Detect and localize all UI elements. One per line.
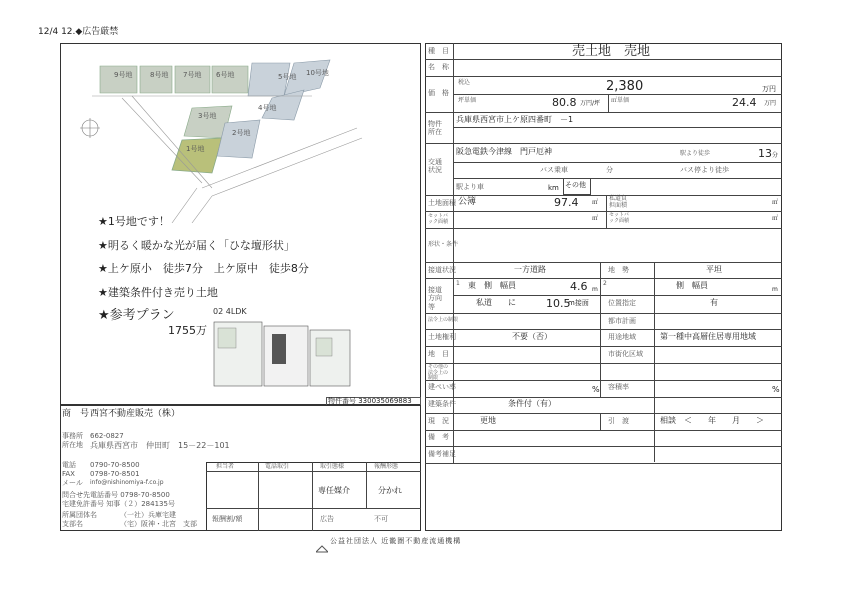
- lot-label: 4号地: [258, 104, 277, 112]
- handover-value: 相談 ＜ 年 月 ＞: [660, 416, 764, 425]
- org-logo-icon: [316, 538, 328, 546]
- frontage-value: 10.5: [546, 297, 571, 310]
- remarks2-label: 備考補足: [428, 450, 456, 458]
- public-road-label: 私道 に: [476, 298, 516, 307]
- other-label: その他: [565, 181, 586, 189]
- lot-label: 5号地: [278, 73, 297, 81]
- terrain-label: 地 勢: [608, 266, 629, 274]
- fax-number: 0798-70-8501: [90, 470, 140, 478]
- lot-label: 3号地: [198, 112, 217, 120]
- trade-name: 西宮不動産販売（株）: [90, 409, 181, 419]
- designated-value: 有: [710, 298, 718, 307]
- mail-label: メール: [62, 479, 83, 487]
- dir2-no: 2: [603, 280, 607, 287]
- floor-plan-image: [212, 320, 352, 390]
- inquiry-phone: 問合せ先電話番号 0798-70-8500: [62, 491, 170, 499]
- dir1-width: 4.6: [570, 280, 588, 293]
- location-value: 兵庫県西宮市上ケ原四番町 －1: [456, 115, 574, 124]
- land-unit: ㎡: [592, 199, 599, 206]
- header-note: 12/4 12.◆広告厳禁: [38, 27, 119, 37]
- m2-unit: 万円: [764, 100, 777, 107]
- mail-address[interactable]: info@nishinomiya-f.co.jp: [90, 479, 164, 486]
- dir1-unit: m: [592, 286, 598, 293]
- location-label: 物件所在: [428, 120, 442, 137]
- setback2-label: セットバック面積: [609, 212, 630, 224]
- grid-header: 担当者: [216, 463, 235, 470]
- lot-label: 7号地: [183, 71, 202, 79]
- shape-label: 形状・条件: [428, 241, 459, 248]
- land-type: 公簿: [458, 197, 477, 207]
- zone-label: 地 目: [428, 350, 449, 358]
- tsubo-value: 80.8: [552, 96, 577, 109]
- assoc-name: （一社）兵庫宅建: [120, 511, 176, 519]
- deal-type: 専任媒介: [318, 486, 350, 495]
- fee-type: 分かれ: [378, 486, 402, 495]
- dir2-unit: m: [772, 286, 778, 293]
- remarks-label: 備 考: [428, 433, 449, 441]
- unit-m2: ㎡: [772, 215, 779, 222]
- name-label: 名 称: [428, 63, 449, 71]
- far-unit: %: [772, 385, 780, 394]
- lot-label: 6号地: [216, 71, 235, 79]
- busstop-label: バス停より徒歩: [680, 166, 729, 174]
- price-unit: 万円: [762, 85, 776, 93]
- category-value: 売土地 売地: [572, 44, 651, 59]
- walk-value: 13: [758, 147, 772, 160]
- station-value: 阪急電鉄今津線 門戸厄神: [456, 147, 552, 156]
- handover-label: 引 渡: [608, 417, 629, 425]
- ad-value: 不可: [374, 515, 388, 523]
- assoc-label: 所属団体名: [62, 511, 97, 519]
- bcr-label: 建ぺい率: [428, 383, 456, 391]
- m2-value: 24.4: [732, 96, 757, 109]
- grid-header: 電話取引: [265, 463, 290, 470]
- use-value: 第一種中高層住居専用地域: [660, 332, 756, 341]
- urban-label: 都市計画: [608, 317, 636, 325]
- walk-unit: 分: [772, 152, 779, 159]
- lot-label: 9号地: [114, 71, 133, 79]
- company-address: 兵庫県西宮市 仲田町 15－22－101: [90, 441, 230, 450]
- category-label: 種 目: [428, 47, 449, 55]
- use-label: 用途地域: [608, 333, 636, 341]
- tel-label: 電話: [62, 461, 76, 469]
- road-dir-label: 接道方向等: [428, 286, 442, 311]
- office-label: 事務所: [62, 432, 83, 440]
- price-label: 価 格: [428, 89, 449, 97]
- fee-label: 報酬割/額: [212, 515, 243, 523]
- other-limit-label: その他の法令上の制限: [428, 364, 449, 381]
- address-label: 所在地: [62, 441, 83, 449]
- road-label: 接道状況: [428, 266, 456, 274]
- bcr-unit: %: [592, 385, 600, 394]
- urban-plan-label: 市街化区域: [608, 350, 643, 358]
- status-value: 更地: [480, 416, 496, 425]
- unit-m2: ㎡: [772, 199, 779, 206]
- walk-label: 駅より徒歩: [680, 150, 711, 157]
- m2-label: ㎡単価: [611, 97, 630, 104]
- lot-label: 10号地: [306, 69, 329, 77]
- feature-item: ★上ケ原小 徒歩7分 上ケ原中 徒歩8分: [98, 262, 309, 275]
- tel-number: 0790-70-8500: [90, 461, 140, 469]
- price-value: 2,380: [606, 79, 644, 94]
- road-value: 一方道路: [514, 265, 546, 274]
- postal-code: 662-0827: [90, 432, 124, 440]
- transport-label: 交通状況: [428, 158, 442, 175]
- feature-item: ★建築条件付き売り土地: [98, 286, 218, 299]
- lot-label: 1号地: [186, 145, 205, 153]
- bus-unit: 分: [606, 166, 613, 174]
- plan-price: 1755万: [168, 324, 207, 337]
- grid-header: 報酬形態: [374, 463, 399, 470]
- ad-label: 広告: [320, 515, 334, 523]
- dir2-value: 側 幅員: [676, 281, 708, 290]
- land-right-value: 不要（否）: [512, 332, 552, 341]
- cond-value: 条件付（有）: [508, 399, 556, 408]
- terrain-value: 平坦: [706, 265, 722, 274]
- car-label: 駅より車: [456, 183, 484, 191]
- land-label: 土地面積: [428, 199, 456, 207]
- branch-label: 支部名: [62, 520, 83, 528]
- branch-name: （宅）阪神・北宮 支部: [120, 520, 197, 528]
- property-number: 物件番号 330035069883: [328, 397, 412, 405]
- dir1-value: 東 側 幅員: [468, 281, 516, 290]
- price-note: 税込: [458, 79, 471, 86]
- bus-label: バス乗車: [540, 166, 568, 174]
- footer-org: 公益社団法人 近畿圏不動産流通機構: [330, 537, 462, 545]
- land-right-label: 土地権利: [428, 333, 456, 341]
- lot-label: 8号地: [150, 71, 169, 79]
- setback-label: セットバック面積: [428, 213, 449, 225]
- cond-label: 建築条件: [428, 400, 456, 408]
- trade-label: 商 号: [62, 409, 90, 419]
- fax-label: FAX: [62, 470, 75, 478]
- tsubo-label: 坪単価: [458, 97, 477, 104]
- land-value: 97.4: [554, 196, 579, 209]
- car-unit: km: [548, 184, 559, 192]
- plan-title: 02 4LDK: [213, 307, 247, 316]
- status-label: 現 況: [428, 417, 449, 425]
- lot-label: 2号地: [232, 129, 251, 137]
- dir1-no: 1: [456, 280, 460, 287]
- law-label: 法令上の制限: [428, 317, 459, 323]
- feature-item: ★参考プラン: [98, 308, 175, 323]
- designated-label: 位置指定: [608, 299, 636, 307]
- feature-item: ★明るく暖かな光が届く「ひな壇形状」: [98, 239, 295, 252]
- private-road-label: 私道負担面積: [609, 195, 628, 209]
- far-label: 容積率: [608, 383, 629, 391]
- grid-header: 取引態様: [320, 463, 345, 470]
- license-number: 宅建免許番号 知事（２）284135号: [62, 500, 175, 508]
- feature-item: ★1号地です！: [98, 215, 170, 228]
- frontage-unit: m接面: [568, 299, 589, 307]
- unit-m2: ㎡: [592, 215, 599, 222]
- tsubo-unit: 万円/坪: [580, 100, 601, 107]
